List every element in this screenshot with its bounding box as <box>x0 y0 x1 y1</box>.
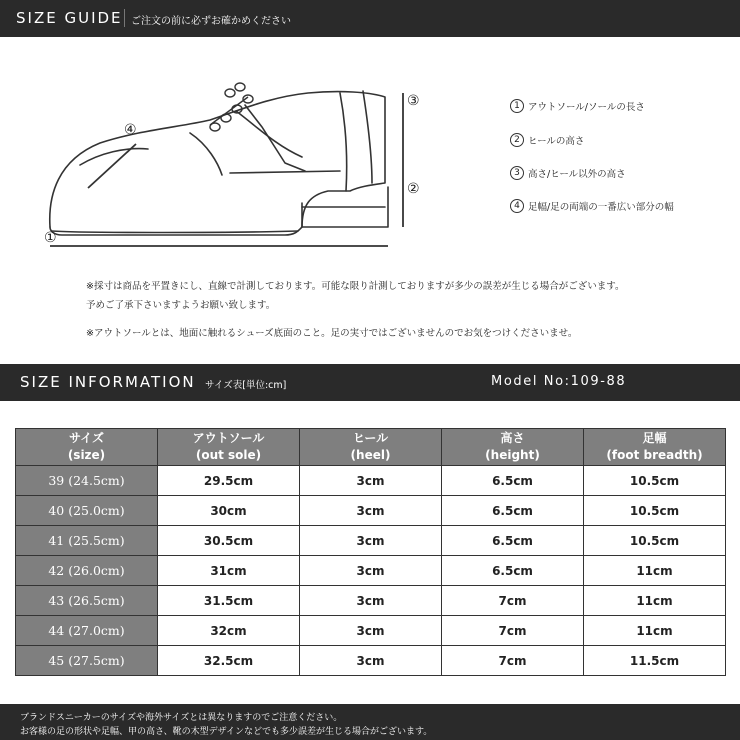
legend-text: 高さ/ヒール以外の高さ <box>528 169 626 180</box>
outsole-cell: 32.5cm <box>158 646 300 676</box>
height-cell: 6.5cm <box>442 556 584 586</box>
header-heel: ヒール (heel) <box>300 429 442 466</box>
heel-cell: 3cm <box>300 646 442 676</box>
heel-cell: 3cm <box>300 586 442 616</box>
table-row <box>16 616 726 646</box>
note-line: ※採寸は商品を平置きにし、直線で計測しております。可能な限り計測しておりますが多少の誤差が生じる場合がございます。 <box>86 281 625 292</box>
legend-text: アウトソール/ソールの長さ <box>528 102 645 113</box>
footer-line: お客様の足の形状や足幅、甲の高さ、靴の木型デザインなどでも多少誤差が生じる場合がございます。 <box>20 727 433 737</box>
breadth-cell: 10.5cm <box>584 466 726 496</box>
note-line: 予めご了承下さいますようお願い致します。 <box>86 300 276 311</box>
legend-item-heel <box>510 133 584 147</box>
table-row <box>16 556 726 586</box>
size-info-title: SIZE INFORMATION <box>20 373 196 391</box>
breadth-cell: 11cm <box>584 616 726 646</box>
height-cell: 6.5cm <box>442 496 584 526</box>
table-row <box>16 496 726 526</box>
height-cell: 7cm <box>442 586 584 616</box>
heel-cell: 3cm <box>300 466 442 496</box>
height-cell: 6.5cm <box>442 466 584 496</box>
size-cell: 41 (25.5cm) <box>16 526 158 556</box>
height-cell: 7cm <box>442 616 584 646</box>
size-info-subtitle: サイズ表[単位:cm] <box>205 380 287 391</box>
label-1: ① <box>44 230 57 246</box>
table-row <box>16 526 726 556</box>
header-height: 高さ (height) <box>442 429 584 466</box>
outsole-cell: 32cm <box>158 616 300 646</box>
footer-line: ブランドスニーカーのサイズや海外サイズとは異なりますのでご注意ください。 <box>20 713 343 723</box>
breadth-cell: 11cm <box>584 586 726 616</box>
table-row <box>16 646 726 676</box>
heel-cell: 3cm <box>300 616 442 646</box>
breadth-cell: 10.5cm <box>584 526 726 556</box>
table-header-row <box>16 429 726 466</box>
size-table <box>15 428 726 676</box>
note-line: ※アウトソールとは、地面に触れるシューズ底面のこと。足の実寸ではございませんのでお気をつけくださいませ。 <box>86 328 578 339</box>
legend-item-foot-breadth <box>510 199 674 213</box>
header-size: サイズ (size) <box>16 429 158 466</box>
size-cell: 40 (25.0cm) <box>16 496 158 526</box>
outsole-cell: 31.5cm <box>158 586 300 616</box>
size-cell: 43 (26.5cm) <box>16 586 158 616</box>
size-guide-header <box>0 0 740 37</box>
outsole-cell: 30.5cm <box>158 526 300 556</box>
legend-number: 4 <box>510 199 524 213</box>
table-row <box>16 466 726 496</box>
footer-notes <box>0 704 740 740</box>
model-number: Model No:109-88 <box>491 374 627 389</box>
shoe-diagram <box>40 75 440 255</box>
size-cell: 45 (27.5cm) <box>16 646 158 676</box>
outsole-cell: 31cm <box>158 556 300 586</box>
table-row <box>16 586 726 616</box>
legend-item-height <box>510 166 626 180</box>
breadth-cell: 10.5cm <box>584 496 726 526</box>
header-foot-breadth: 足幅 (foot breadth) <box>584 429 726 466</box>
legend-item-outsole <box>510 99 645 113</box>
outsole-cell: 29.5cm <box>158 466 300 496</box>
size-info-header <box>0 364 740 401</box>
header-outsole: アウトソール (out sole) <box>158 429 300 466</box>
legend-number: 3 <box>510 166 524 180</box>
height-cell: 7cm <box>442 646 584 676</box>
height-cell: 6.5cm <box>442 526 584 556</box>
heel-cell: 3cm <box>300 526 442 556</box>
header-divider <box>124 9 125 27</box>
size-cell: 44 (27.0cm) <box>16 616 158 646</box>
legend-text: ヒールの高さ <box>528 136 585 147</box>
size-guide-title: SIZE GUIDE <box>16 9 123 27</box>
label-3: ③ <box>407 93 420 109</box>
breadth-cell: 11cm <box>584 556 726 586</box>
size-cell: 39 (24.5cm) <box>16 466 158 496</box>
size-guide-subtitle: ご注文の前に必ずお確かめください <box>131 16 291 27</box>
legend-number: 1 <box>510 99 524 113</box>
legend-number: 2 <box>510 133 524 147</box>
breadth-cell: 11.5cm <box>584 646 726 676</box>
heel-cell: 3cm <box>300 556 442 586</box>
label-4: ④ <box>124 122 137 138</box>
heel-cell: 3cm <box>300 496 442 526</box>
size-cell: 42 (26.0cm) <box>16 556 158 586</box>
label-2: ② <box>407 181 420 197</box>
outsole-cell: 30cm <box>158 496 300 526</box>
legend-text: 足幅/足の両端の一番広い部分の幅 <box>528 202 674 213</box>
